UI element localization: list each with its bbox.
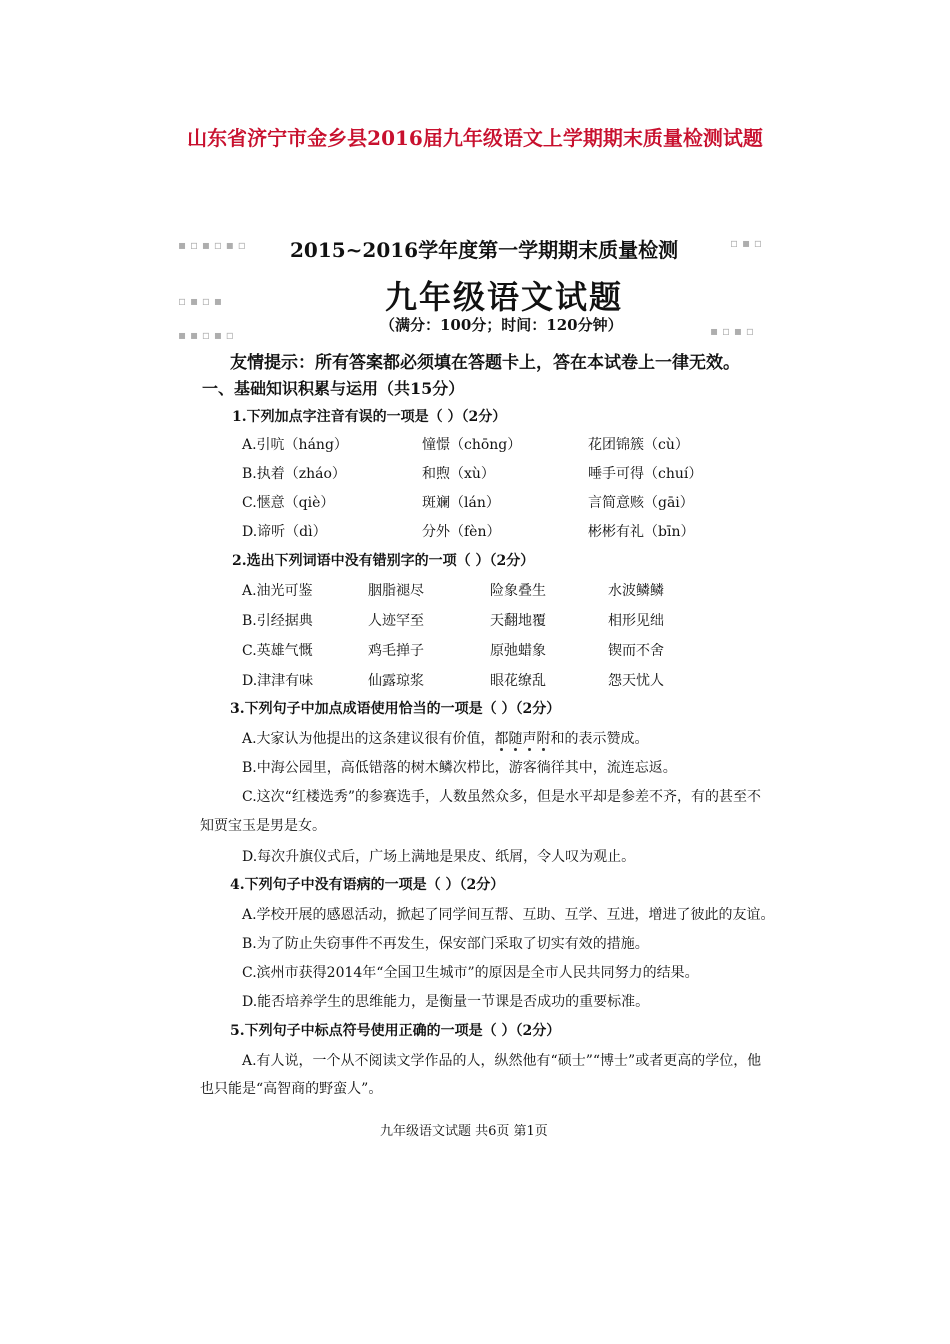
q2-option: 眼花缭乱 <box>490 673 546 689</box>
q2-option: 锲而不舍 <box>608 643 664 659</box>
q1-option: A.引吭（háng） <box>242 437 348 453</box>
q4-option-c: C.滨州市获得2014年“全国卫生城市”的原因是全市人民共同努力的结果。 <box>242 965 699 981</box>
q2-option: 胭脂褪尽 <box>368 583 424 599</box>
exam-meta: （满分：100分；时间：120分钟） <box>380 316 623 334</box>
q3-option-d: D.每次升旗仪式后，广场上满地是果皮、纸屑，令人叹为观止。 <box>242 849 636 865</box>
q3-option-a: A.大家认为他提出的这条建议很有价值，都随声附和的表示赞成。 <box>242 731 649 747</box>
page-footer: 九年级语文试题 共6页 第1页 <box>380 1124 548 1139</box>
emphasis-dot <box>542 748 545 751</box>
bleed-through-noise: ▫︎ ▪︎ ▫︎ ▪︎ <box>178 294 222 308</box>
q2-option: 原弛蜡象 <box>490 643 546 659</box>
q2-option: 仙露琼浆 <box>368 673 424 689</box>
q1-option: 彬彬有礼（bīn） <box>588 524 695 540</box>
exam-name: 九年级语文试题 <box>385 278 624 316</box>
q2-option: 天翻地覆 <box>490 613 546 629</box>
emphasis-dot <box>514 748 517 751</box>
q2-option: 鸡毛掸子 <box>368 643 424 659</box>
q5-stem: 5.下列句子中标点符号使用正确的一项是（ ）（2分） <box>230 1023 561 1039</box>
q1-stem: 1.下列加点字注音有误的一项是（ ）（2分） <box>232 409 507 425</box>
q5-option-a-cont: 也只能是“高智商的野蛮人”。 <box>200 1081 383 1097</box>
q3-option-c: C.这次“红楼选秀”的参赛选手，人数虽然众多，但是水平却是参差不齐，有的甚至不 <box>242 789 761 805</box>
friendly-tip: 友情提示：所有答案都必须填在答题卡上，答在本试卷上一律无效。 <box>230 353 740 373</box>
q1-option: 分外（fèn） <box>422 524 501 540</box>
q3-stem: 3.下列句子中加点成语使用恰当的一项是（ ）（2分） <box>230 701 561 717</box>
bleed-through-noise: ▪︎ ▪︎ ▫︎ ▪︎ ▫︎ <box>178 328 234 342</box>
bleed-through-noise: ▪︎ ▫︎ ▪︎ ▫︎ ▪︎ ▫︎ <box>178 238 246 252</box>
q4-option-d: D.能否培养学生的思维能力，是衡量一节课是否成功的重要标准。 <box>242 994 650 1010</box>
bleed-through-noise: ▫︎ ▪︎ ▫︎ <box>730 236 763 250</box>
q2-option: 险象叠生 <box>490 583 546 599</box>
q2-option: 人迹罕至 <box>368 613 424 629</box>
emphasis-dot <box>528 748 531 751</box>
q1-option: 憧憬（chōng） <box>422 437 522 453</box>
q4-option-b: B.为了防止失窃事件不再发生，保安部门采取了切实有效的措施。 <box>242 936 649 952</box>
q2-option: 水波鳞鳞 <box>608 583 664 599</box>
q4-stem: 4.下列句子中没有语病的一项是（ ）（2分） <box>230 877 505 893</box>
q1-option: B.执着（zháo） <box>242 466 346 482</box>
q2-option: 相形见绌 <box>608 613 664 629</box>
section-heading: 一、基础知识积累与运用（共15分） <box>202 379 465 398</box>
q2-option: 怨天忧人 <box>608 673 664 689</box>
q1-option: 花团锦簇（cù） <box>588 437 689 453</box>
document-title: 山东省济宁市金乡县2016届九年级语文上学期期末质量检测试题 <box>187 126 763 150</box>
q3-option-c-cont: 知贾宝玉是男是女。 <box>200 818 326 834</box>
q4-option-a: A.学校开展的感恩活动，掀起了同学间互帮、互助、互学、互进，增进了彼此的友谊。 <box>242 907 775 923</box>
scanned-exam-page <box>178 228 775 1139</box>
q1-option: 斑斓（lán） <box>422 495 500 511</box>
q1-option: 和煦（xù） <box>422 466 495 482</box>
q5-option-a: A.有人说，一个从不阅读文学作品的人，纵然他有“硕士”“博士”或者更高的学位，他 <box>242 1053 762 1069</box>
q2-option: A.油光可鉴 <box>242 583 313 599</box>
q1-option: 言简意赅（gāi） <box>588 495 694 511</box>
q3-option-b: B.中海公园里，高低错落的树木鳞次栉比，游客徜徉其中，流连忘返。 <box>242 760 677 776</box>
q2-stem: 2.选出下列词语中没有错别字的一项（ ）（2分） <box>232 553 535 569</box>
q2-option: B.引经据典 <box>242 613 313 629</box>
q1-option: C.惬意（qiè） <box>242 495 335 511</box>
emphasis-dot <box>500 748 503 751</box>
q1-option: 唾手可得（chuí） <box>588 466 703 482</box>
exam-year-line: 2015~2016学年度第一学期期末质量检测 <box>290 238 679 262</box>
q2-option: C.英雄气慨 <box>242 643 313 659</box>
q1-option: D.谛听（dì） <box>242 524 327 540</box>
bleed-through-noise: ▪︎ ▫︎ ▪︎ ▫︎ <box>710 324 754 338</box>
q2-option: D.津津有味 <box>242 673 314 689</box>
